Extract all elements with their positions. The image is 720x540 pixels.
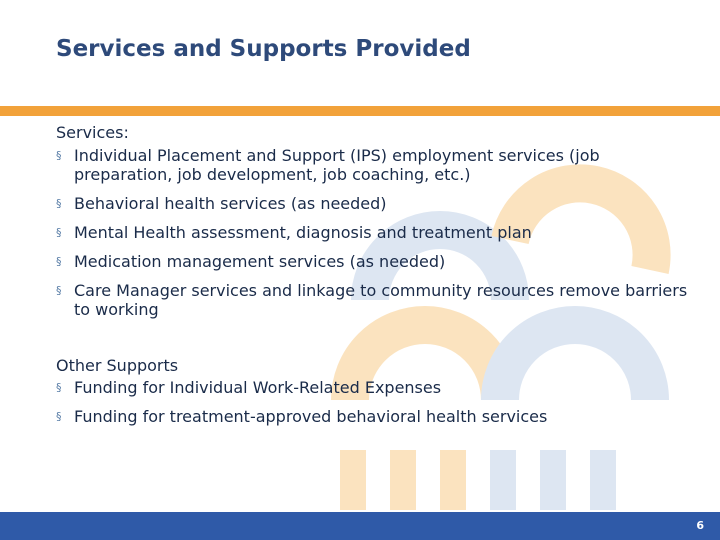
services-section — [56, 123, 696, 319]
accent-bar — [0, 106, 720, 116]
other-supports-heading: Other Supports — [56, 356, 179, 375]
other-supports-section — [56, 356, 696, 426]
bullet-icon: § — [56, 381, 62, 394]
bullet-icon: § — [56, 410, 62, 423]
bullet-icon: § — [56, 226, 62, 239]
bullet-icon: § — [56, 284, 62, 297]
slide-content — [56, 123, 696, 426]
list-item-text: Mental Health assessment, diagnosis and treatment plan — [74, 223, 532, 242]
slide-title: Services and Supports Provided — [56, 36, 471, 62]
list-item — [56, 223, 696, 242]
list-item — [56, 146, 696, 184]
list-item-text: Funding for treatment-approved behavioral health services — [74, 407, 548, 426]
list-item — [56, 194, 696, 213]
footer-bar — [0, 512, 720, 540]
list-item-text: Care Manager services and linkage to community resources remove barriers to working — [74, 281, 688, 319]
bullet-icon: § — [56, 197, 62, 210]
list-item — [56, 407, 696, 426]
list-item-text: Individual Placement and Support (IPS) employment services (job preparation, job development, job coaching, etc.) — [74, 146, 600, 184]
bullet-icon: § — [56, 255, 62, 268]
list-item — [56, 252, 696, 271]
services-heading: Services: — [56, 123, 129, 142]
list-item — [56, 378, 696, 397]
other-supports-list — [56, 378, 696, 426]
list-item — [56, 281, 696, 319]
list-item-text: Behavioral health services (as needed) — [74, 194, 387, 213]
list-item-text: Funding for Individual Work-Related Expenses — [74, 378, 442, 397]
page-number: 6 — [696, 519, 704, 532]
bullet-icon: § — [56, 149, 62, 162]
watermark-columns — [340, 450, 616, 510]
list-item-text: Medication management services (as needed) — [74, 252, 446, 271]
services-list — [56, 146, 696, 319]
